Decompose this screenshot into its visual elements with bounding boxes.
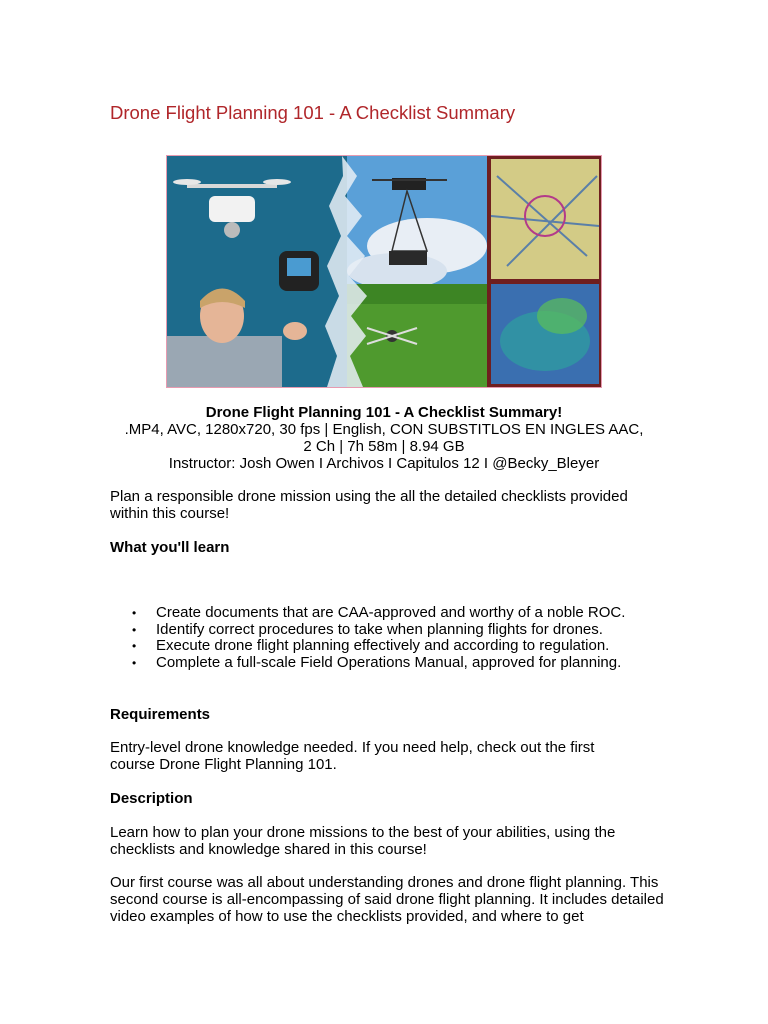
description-paragraph-2: Our first course was all about understanding drones and drone flight planning. This second course is all-encompassing of said drone flight planning. It includes detailed video examples of how to use the checklists provided, and where to get: [110, 874, 664, 925]
bullet-icon: •: [132, 606, 137, 620]
course-banner-image: [166, 155, 602, 388]
list-item: [132, 620, 716, 639]
learn-heading: What you'll learn: [110, 539, 230, 556]
requirements-text: Entry-level drone knowledge needed. If you need help, check out the first course Drone Flight Planning 101.: [110, 739, 595, 773]
intro-text: Plan a responsible drone mission using the all the detailed checklists provided within this course!: [110, 488, 628, 522]
learn-item-text: Identify correct procedures to take when planning flights for drones.: [156, 620, 603, 638]
description-heading: Description: [110, 790, 193, 807]
remote-controller: [279, 251, 319, 291]
learn-item-text: Complete a full-scale Field Operations Manual, approved for planning.: [156, 653, 622, 671]
description-paragraph-1: Learn how to plan your drone missions to the best of your abilities, using the checklists and knowledge shared in this course!: [110, 824, 616, 858]
bullet-icon: •: [132, 639, 137, 654]
list-item: [132, 604, 716, 622]
info-heading: Drone Flight Planning 101 - A Checklist Summary!: [205, 404, 563, 421]
requirements-heading: Requirements: [110, 706, 211, 723]
list-item: [132, 653, 716, 672]
info-instructor: Instructor: Josh Owen I Archivos I Capitulos 12 I @Becky_Bleyer: [168, 455, 600, 472]
bullet-icon: •: [132, 655, 137, 670]
bullet-icon: •: [132, 622, 137, 637]
page-title: Drone Flight Planning 101 - A Checklist Summary: [110, 102, 516, 123]
info-specs-line2: 2 Ch | 7h 58m | 8.94 GB: [303, 438, 465, 455]
learn-item-text: Execute drone flight planning effectively and according to regulation.: [156, 637, 610, 655]
list-item: [132, 637, 716, 655]
learn-list: [110, 605, 716, 671]
info-specs-line1: .MP4, AVC, 1280x720, 30 fps | English, CON SUBSTITLOS EN INGLES AAC,: [124, 421, 644, 438]
learn-item-text: Create documents that are CAA-approved and worthy of a noble ROC.: [156, 604, 626, 621]
